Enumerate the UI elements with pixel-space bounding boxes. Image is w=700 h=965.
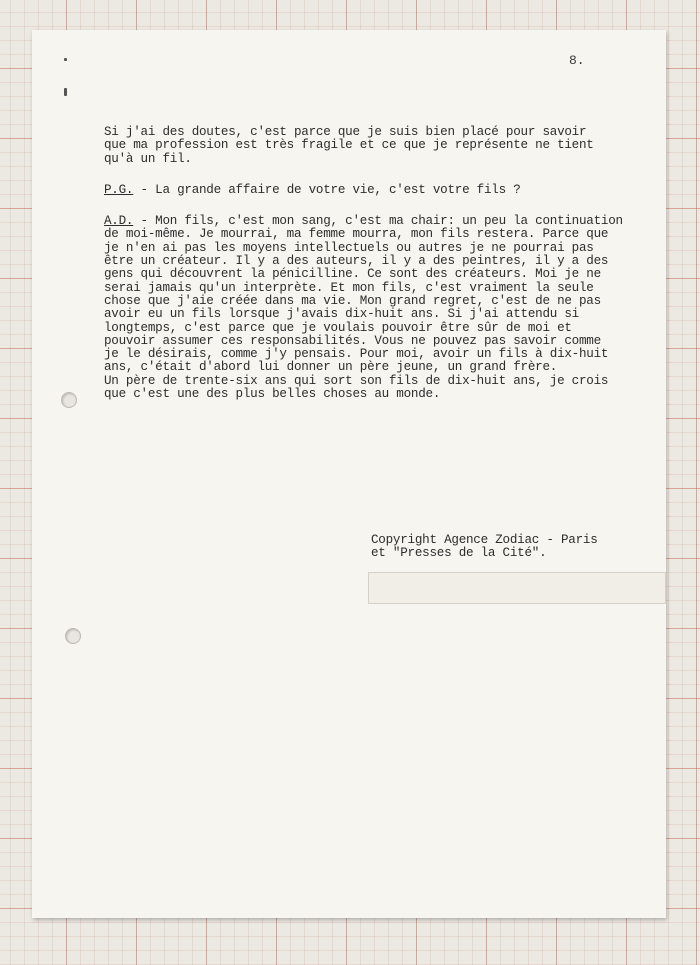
intro-line-2: que ma profession est très fragile et ce que je représente ne tient xyxy=(104,138,594,153)
binding-mark-top xyxy=(64,58,67,61)
punch-hole-top xyxy=(61,392,77,408)
interview-text xyxy=(104,126,669,401)
answer-line: de moi-même. Je mourrai, ma femme mourra, mon fils restera. Parce que xyxy=(104,227,609,242)
answer-line: chose que j'aie créée dans ma vie. Mon grand regret, c'est de ne pas xyxy=(104,293,601,308)
punch-hole-bottom xyxy=(65,628,81,644)
answer-first-line xyxy=(104,215,669,228)
speaker-pg: P.G. xyxy=(104,182,134,197)
answer-line: être un créateur. Il y a des auteurs, il y a des peintres, il y a des xyxy=(104,254,609,269)
page-number: 8. xyxy=(569,53,585,68)
binding-mark-bottom xyxy=(64,88,67,96)
intro-line-1: Si j'ai des doutes, c'est parce que je suis bien placé pour savoir xyxy=(104,125,587,139)
answer-line: serai jamais qu'un interprète. Et mon fils, c'est vraiment la seule xyxy=(104,280,594,295)
intro-line-3: qu'à un fil. xyxy=(104,151,192,166)
pasted-paper-strip xyxy=(368,572,666,604)
answer-first-text: - Mon fils, c'est mon sang, c'est ma chair: un peu la continuation xyxy=(133,214,623,229)
answer-line: pouvoir assumer ces responsabilités. Vous ne pouvez pas savoir comme xyxy=(104,333,601,348)
answer-line: ans, c'était d'abord lui donner un père jeune, un grand frère. xyxy=(104,360,558,375)
answer-line: gens qui découvrent la pénicilline. Ce sont des créateurs. Moi je ne xyxy=(104,267,601,282)
copyright-line-2: et "Presses de la Cité". xyxy=(371,546,547,561)
question-text: - La grande affaire de votre vie, c'est votre fils ? xyxy=(133,182,521,197)
copyright-notice xyxy=(371,533,598,560)
speaker-ad: A.D. xyxy=(104,214,134,229)
copyright-line-1: Copyright Agence Zodiac - Paris xyxy=(371,533,598,547)
answer-line: que c'est une des plus belles choses au monde. xyxy=(104,387,441,402)
answer-line: longtemps, c'est parce que je voulais pouvoir être sûr de moi et xyxy=(104,320,572,335)
answer-line: Un père de trente-six ans qui sort son fils de dix-huit ans, je crois xyxy=(104,373,609,388)
answer-line: je le désirais, comme j'y pensais. Pour moi, avoir un fils à dix-huit xyxy=(104,347,609,362)
answer-line: je n'en ai pas les moyens intellectuels ou autres je ne pourrai pas xyxy=(104,240,594,255)
question-line xyxy=(104,184,669,197)
answer-line: avoir eu un fils lorsque j'avais dix-huit ans. Si j'ai attendu si xyxy=(104,307,579,322)
